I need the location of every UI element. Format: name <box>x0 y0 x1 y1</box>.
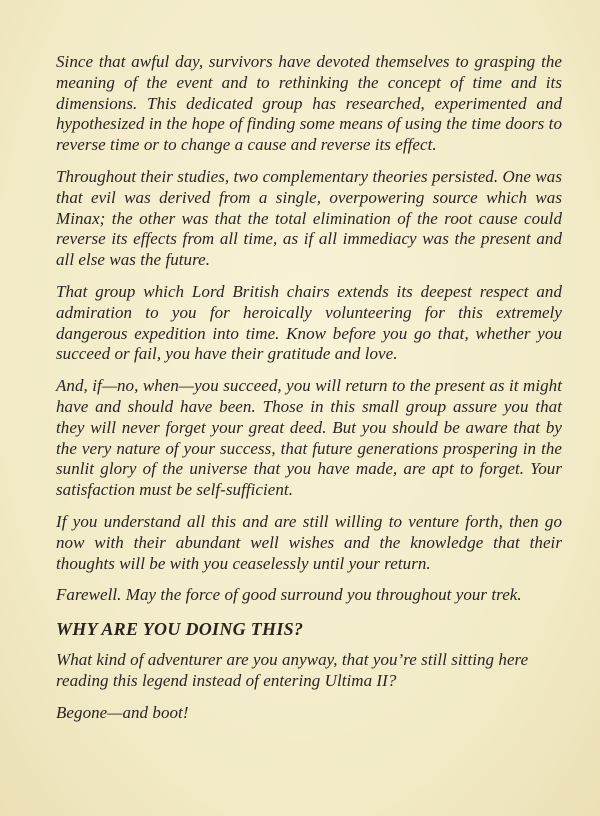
paragraph-begone: Begone—and boot! <box>56 702 189 722</box>
paragraph-lord-british: That group which Lord British chairs extends its deepest respect and admiration to you for heroically volunteering for this extremely dangerous expedition into time. Know before you go that, whether you succeed or fail, you have their gratitude and love. <box>56 281 562 364</box>
paragraph-adventurer: What kind of adventurer are you anyway, that you’re still sitting here reading this legend instead of entering Ultima II? <box>56 650 529 690</box>
paragraph-succeed: And, if—no, when—you succeed, you will return to the present as it might have and should have been. Those in this small group assure you that they will never forget your great deed. But you should be aware that by the very nature of your success, that future generations prospering in the sunlit glory of the universe that you have made, are apt to forget. Your satisfaction must be self-sufficient. <box>56 376 562 500</box>
paragraph-survivors: Since that awful day, survivors have devoted themselves to grasping the meaning of the event and to rethinking the concept of time and its dimensions. This dedicated group has researched, experimented and hypothesized in the hope of finding some means of using the time doors to reverse time or to change a cause and reverse its effect. <box>56 52 562 155</box>
paragraph-venture-forth: If you understand all this and are still willing to venture forth, then go now with their abundant well wishes and the knowledge that their thoughts will be with you ceaselessly until your return. <box>56 511 562 573</box>
document-page <box>56 52 562 735</box>
section-heading: WHY ARE YOU DOING THIS? <box>56 619 304 640</box>
paragraph-theories: Throughout their studies, two complementary theories persisted. One was that evil was derived from a single, overpowering source which was Minax; the other was that the total elimination of the root cause could reverse its effects from all time, as if all immediacy was the present and all else was the future. <box>56 166 562 270</box>
paragraph-farewell: Farewell. May the force of good surround you throughout your trek. <box>56 585 522 605</box>
